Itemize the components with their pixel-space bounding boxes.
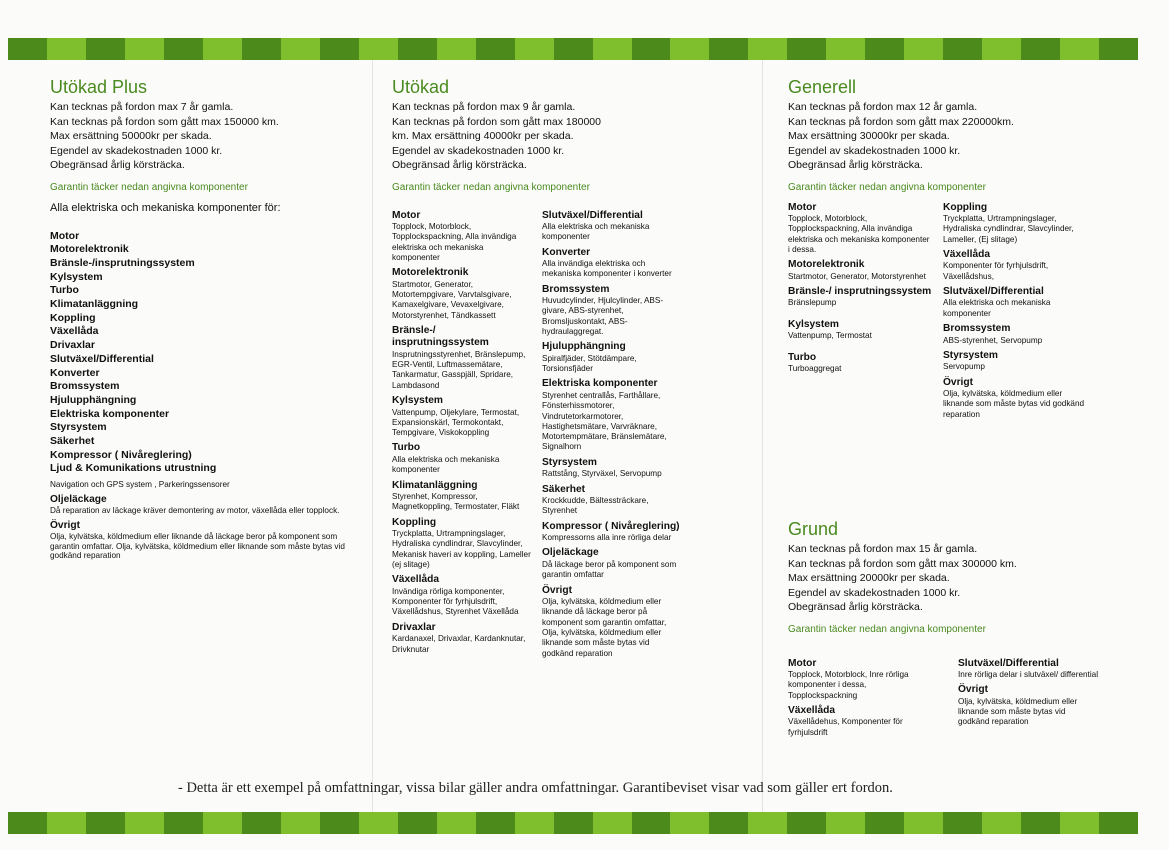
info-line: Obegränsad årlig körsträcka. xyxy=(788,601,923,613)
component-heading: Slutväxel/Differential xyxy=(542,209,643,221)
component-heading: Slutväxel/Differential xyxy=(943,285,1044,297)
component-desc: Topplock, Motorblock, Topplockspackning, Alla invändiga elektriska och mekaniska komponenter xyxy=(392,222,517,262)
component-desc: Alla invändiga elektriska och mekaniska komponenter i konverter xyxy=(542,259,672,279)
component-item: Motorelektronik xyxy=(50,243,129,256)
generell-title: Generell xyxy=(788,77,857,97)
info-line: Egendel av skadekostnaden 1000 kr. xyxy=(50,144,223,157)
top-green-band xyxy=(8,38,1138,60)
component-heading: Övrigt xyxy=(943,376,974,388)
utokad-plus-info xyxy=(50,100,360,173)
band-square xyxy=(904,812,943,834)
component-heading: Kompressor ( Nivåreglering) xyxy=(542,520,680,532)
component-item: Klimatanläggning xyxy=(50,298,139,311)
component-heading: Växellåda xyxy=(943,248,991,260)
info-line: Egendel av skadekostnaden 1000 kr. xyxy=(788,144,961,157)
band-square xyxy=(1060,38,1099,60)
grund-left-column xyxy=(788,654,928,738)
component-desc: Vattenpump, Termostat xyxy=(788,331,872,341)
component-desc: Kompressorns alla inre rörliga delar xyxy=(542,533,672,543)
component-heading: Motor xyxy=(392,209,421,221)
utokad-title: Utökad xyxy=(392,77,450,97)
component-item: Hjulupphängning xyxy=(50,393,137,406)
band-square xyxy=(203,38,242,60)
utokad-info xyxy=(392,100,682,173)
component-desc: Alla elektriska och mekaniska komponenter xyxy=(392,454,500,475)
component-item: Konverter xyxy=(50,366,100,379)
component-desc: Servopump xyxy=(943,362,985,372)
band-square xyxy=(670,38,709,60)
component-desc: Kardanaxel, Drivaxlar, Kardanknutar, Drivknutar xyxy=(392,634,526,654)
utokad-right-column xyxy=(542,206,682,659)
info-line: Egendel av skadekostnaden 1000 kr. xyxy=(392,144,565,157)
band-square xyxy=(787,38,826,60)
band-square xyxy=(1021,812,1060,834)
band-square xyxy=(320,812,359,834)
info-line: Kan tecknas på fordon max 15 år gamla. xyxy=(788,543,978,555)
component-desc: Topplock, Motorblock, Inre rörliga komponenter i dessa, Topplockspackning xyxy=(788,670,909,700)
band-square xyxy=(982,812,1021,834)
component-heading: Motor xyxy=(788,201,817,213)
component-item: Slutväxel/Differential xyxy=(50,352,154,365)
component-desc: Startmotor, Generator, Motortempgivare, Varvtalsgivare, Kamaxelgivare, Vevaxelgivare, Motorstyrenhet, Tändkassett xyxy=(392,279,512,320)
component-heading: Klimatanläggning xyxy=(392,479,478,491)
component-heading: Bromssystem xyxy=(542,283,610,295)
nav-note: Navigation och GPS system , Parkeringssensorer xyxy=(50,480,230,490)
band-square xyxy=(125,812,164,834)
component-item: Kylsystem xyxy=(50,270,103,283)
band-square xyxy=(320,38,359,60)
component-heading: Konverter xyxy=(542,246,591,258)
component-desc: Olja, kylvätska, köldmedium eller liknande som måste bytas vid godkänd reparation xyxy=(958,696,1078,727)
band-square xyxy=(47,812,86,834)
ovrigt-desc: Olja, kylvätska, köldmedium eller liknande då läckage beror på komponent som garantin omfattar. Olja, kylvätska, köldmedium eller liknande som måste bytas vid godkänd reparation xyxy=(50,532,345,561)
panel-utokad-plus xyxy=(50,76,360,561)
info-line: Kan tecknas på fordon som gått max 180000 xyxy=(392,115,601,128)
component-list xyxy=(50,230,360,477)
component-heading: Slutväxel/Differential xyxy=(958,657,1059,669)
component-item: Bränsle-/insprutningssystem xyxy=(50,256,195,269)
band-square xyxy=(943,38,982,60)
info-line: Kan tecknas på fordon som gått max 150000 km. xyxy=(50,115,279,128)
component-desc: Olja, kylvätska, köldmedium eller liknande som måste bytas vid godkänd reparation xyxy=(943,389,1085,419)
info-line: Obegränsad årlig körsträcka. xyxy=(50,159,185,171)
band-square xyxy=(281,38,320,60)
panel-utokad xyxy=(392,76,682,659)
band-square xyxy=(125,38,164,60)
component-item: Motor xyxy=(50,229,80,242)
band-square xyxy=(359,38,398,60)
utokad-left-column xyxy=(392,206,532,659)
info-line: Kan tecknas på fordon som gått max 300000 km. xyxy=(788,557,1017,570)
component-desc: Spiralfjäder, Stötdämpare, Torsionsfjäder xyxy=(542,353,637,374)
component-desc: Vattenpump, Oljekylare, Termostat, Expansionskärl, Termokontakt, Tempgivare, Viskokoppling xyxy=(392,407,520,438)
component-heading: Motorelektronik xyxy=(788,259,865,271)
utokad-components xyxy=(392,206,682,659)
oljelackage-heading: Oljeläckage xyxy=(50,493,107,505)
component-heading: Oljeläckage xyxy=(542,547,599,559)
utokad-plus-title: Utökad Plus xyxy=(50,77,148,97)
info-line: km. Max ersättning 40000kr per skada. xyxy=(392,130,574,142)
band-square xyxy=(748,38,787,60)
component-desc: Turboaggregat xyxy=(788,364,842,374)
band-square xyxy=(593,812,632,834)
component-item: Elektriska komponenter xyxy=(50,407,170,420)
info-line: Max ersättning 30000kr per skada. xyxy=(788,130,950,142)
panel-generell xyxy=(788,76,1088,420)
band-square xyxy=(904,38,943,60)
component-item: Turbo xyxy=(50,284,79,297)
coverage-note: Garantin täcker nedan angivna komponenter xyxy=(50,181,248,193)
grund-components xyxy=(788,654,1098,738)
band-square xyxy=(554,38,593,60)
fold-line-left xyxy=(372,60,373,812)
component-heading: Hjulupphängning xyxy=(542,341,626,353)
generell-info xyxy=(788,100,1088,173)
coverage-note: Garantin täcker nedan angivna komponenter xyxy=(392,181,590,193)
band-square xyxy=(670,812,709,834)
component-item: Styrsystem xyxy=(50,421,107,434)
component-heading: Övrigt xyxy=(542,584,573,596)
component-desc: Krockkudde, Bältessträckare, Styrenhet xyxy=(542,496,649,516)
component-desc: Rattstång, Styrväxel, Servopump xyxy=(542,469,662,479)
band-square xyxy=(826,812,865,834)
band-square xyxy=(826,38,865,60)
component-item: Drivaxlar xyxy=(50,339,95,352)
info-line: Obegränsad årlig körsträcka. xyxy=(788,159,923,171)
component-heading: Säkerhet xyxy=(542,483,586,495)
component-heading: Kylsystem xyxy=(392,395,443,407)
band-square xyxy=(1099,38,1138,60)
component-desc: Topplock, Motorblock, Topplockspackning, Alla invändiga elektriska och mekaniska komponenter i dessa. xyxy=(788,214,930,254)
component-desc: Insprutningsstyrenhet, Bränslepump, EGR-Ventil, Luftmassemätare, Tankarmatur, Gasspjäll, Spridare, Lambdasond xyxy=(392,349,526,390)
band-square xyxy=(164,812,203,834)
info-line: Max ersättning 20000kr per skada. xyxy=(788,572,950,584)
band-square xyxy=(709,38,748,60)
component-desc: Huvudcylinder, Hjulcylinder, ABS-givare, ABS-styrenhet, Bromsljuskontakt, ABS-hydraulaggregat. xyxy=(542,296,664,337)
band-square xyxy=(515,812,554,834)
component-heading: Motor xyxy=(788,657,817,669)
band-square xyxy=(982,38,1021,60)
component-desc: Tryckplatta, Urtrampningslager, Hydraliska cyndlindrar, Slavcylinder, Mekanisk haveri av koppling, Lameller (ej slitage) xyxy=(392,529,531,570)
footer-disclaimer: - Detta är ett exempel på omfattningar, vissa bilar gäller andra omfattningar. Garantibeviset visar vad som gäller ert fordon. xyxy=(178,780,893,796)
bottom-green-band xyxy=(8,812,1138,834)
component-item: Koppling xyxy=(50,311,96,324)
band-square xyxy=(865,812,904,834)
band-square xyxy=(476,812,515,834)
component-item: Kompressor ( Nivåreglering) xyxy=(50,448,192,461)
band-square xyxy=(8,38,47,60)
component-heading: Växellåda xyxy=(392,574,440,586)
band-square xyxy=(865,38,904,60)
component-desc: Startmotor, Generator, Motorstyrenhet xyxy=(788,271,926,281)
band-square xyxy=(709,812,748,834)
generell-components xyxy=(788,198,1088,421)
band-square xyxy=(437,812,476,834)
oljelackage-desc: Då reparation av läckage kräver demontering av motor, växellåda eller topplock. xyxy=(50,506,340,516)
coverage-note: Garantin täcker nedan angivna komponenter xyxy=(788,623,986,635)
band-square xyxy=(398,812,437,834)
band-square xyxy=(8,812,47,834)
info-line: Kan tecknas på fordon max 7 år gamla. xyxy=(50,101,234,113)
component-heading: Koppling xyxy=(943,201,988,213)
component-heading: Styrsystem xyxy=(542,456,597,468)
band-square xyxy=(515,38,554,60)
band-square xyxy=(943,812,982,834)
info-line: Egendel av skadekostnaden 1000 kr. xyxy=(788,586,961,599)
component-desc: Alla elektriska och mekaniska komponenter xyxy=(943,298,1051,318)
component-desc: Tryckplatta, Urtrampningslager, Hydraliska cyndlindrar, Slavcylinder, Lameller, (Ej slitage) xyxy=(943,214,1074,244)
grund-right-column xyxy=(958,654,1098,738)
component-heading: Turbo xyxy=(788,351,817,363)
component-desc: Alla elektriska och mekaniska komponenter xyxy=(542,222,650,242)
band-square xyxy=(242,812,281,834)
band-square xyxy=(47,38,86,60)
band-square xyxy=(164,38,203,60)
component-item: Bromssystem xyxy=(50,380,120,393)
component-desc: Växellådehus, Komponenter för fyrhjulsdrift xyxy=(788,717,903,737)
component-desc: Komponenter för fyrhjulsdrift, Växellådshus, xyxy=(943,261,1049,281)
panel-grund xyxy=(788,518,1098,738)
band-square xyxy=(593,38,632,60)
grund-title: Grund xyxy=(788,519,839,539)
component-desc: Styrenhet, Kompressor, Magnetkoppling, Termostater, Fläkt xyxy=(392,492,520,512)
band-square xyxy=(86,38,125,60)
component-item: Ljud & Komunikations utrustning xyxy=(50,462,217,475)
component-desc: Inre rörliga delar i slutväxel/ differential xyxy=(958,670,1099,679)
generell-left-column xyxy=(788,198,933,421)
component-heading: Elektriska komponenter xyxy=(542,378,658,390)
band-square xyxy=(437,38,476,60)
info-line: Kan tecknas på fordon som gått max 220000km. xyxy=(788,115,1014,128)
component-desc: Bränslepump xyxy=(788,298,837,308)
component-desc: Invändiga rörliga komponenter, Komponenter för fyrhjulsdrift, Växellådshus, Styrenhet Växellåda xyxy=(392,586,519,617)
band-square xyxy=(1099,812,1138,834)
component-desc: ABS-styrenhet, Servopump xyxy=(943,335,1043,345)
band-square xyxy=(242,38,281,60)
coverage-note: Garantin täcker nedan angivna komponenter xyxy=(788,181,986,193)
band-square xyxy=(359,812,398,834)
band-square xyxy=(632,812,671,834)
info-line: Kan tecknas på fordon max 12 år gamla. xyxy=(788,101,978,113)
band-square xyxy=(281,812,320,834)
component-item: Säkerhet xyxy=(50,435,95,448)
component-heading: Växellåda xyxy=(788,704,836,716)
component-desc: Då läckage beror på komponent som garantin omfattar xyxy=(542,559,677,580)
component-heading: Bromssystem xyxy=(943,323,1011,335)
band-square xyxy=(632,38,671,60)
ovrigt-heading: Övrigt xyxy=(50,519,81,531)
grund-info xyxy=(788,542,1098,615)
band-square xyxy=(787,812,826,834)
component-item: Växellåda xyxy=(50,325,99,338)
component-heading: Turbo xyxy=(392,442,421,454)
component-desc: Styrenhet centrallås, Farthållare, Fönsterhissmotorer, Vindrutetorkarmotorer, Hastighetsmätare, Varvräknare, Motortempmätare, Bränslemätare, Signalhorn xyxy=(542,390,667,452)
band-square xyxy=(476,38,515,60)
component-heading: Kylsystem xyxy=(788,318,839,330)
band-square xyxy=(86,812,125,834)
component-heading: Övrigt xyxy=(958,684,989,696)
info-line: Obegränsad årlig körsträcka. xyxy=(392,159,527,171)
component-desc: Olja, kylvätska, köldmedium eller liknande då läckage beror på komponent som garantin omfattar, Olja, kylvätska, köldmedium eller liknande som måste bytas vid godkänd reparation xyxy=(542,597,667,658)
band-square xyxy=(554,812,593,834)
component-heading: Bränsle-/ insprutningssystem xyxy=(788,285,932,297)
component-heading: Drivaxlar xyxy=(392,621,436,633)
band-square xyxy=(1060,812,1099,834)
band-square xyxy=(398,38,437,60)
info-line: Kan tecknas på fordon max 9 år gamla. xyxy=(392,101,576,113)
component-heading: Motorelektronik xyxy=(392,267,469,279)
component-heading: Styrsystem xyxy=(943,349,998,361)
component-heading: Bränsle-/ insprutningssystem xyxy=(392,324,489,349)
band-square xyxy=(1021,38,1060,60)
info-line: Max ersättning 50000kr per skada. xyxy=(50,130,212,142)
band-square xyxy=(203,812,242,834)
generell-right-column xyxy=(943,198,1088,421)
intro-text: Alla elektriska och mekaniska komponenter för: xyxy=(50,201,281,214)
band-square xyxy=(748,812,787,834)
fold-line-right xyxy=(762,60,763,812)
component-heading: Koppling xyxy=(392,516,437,528)
